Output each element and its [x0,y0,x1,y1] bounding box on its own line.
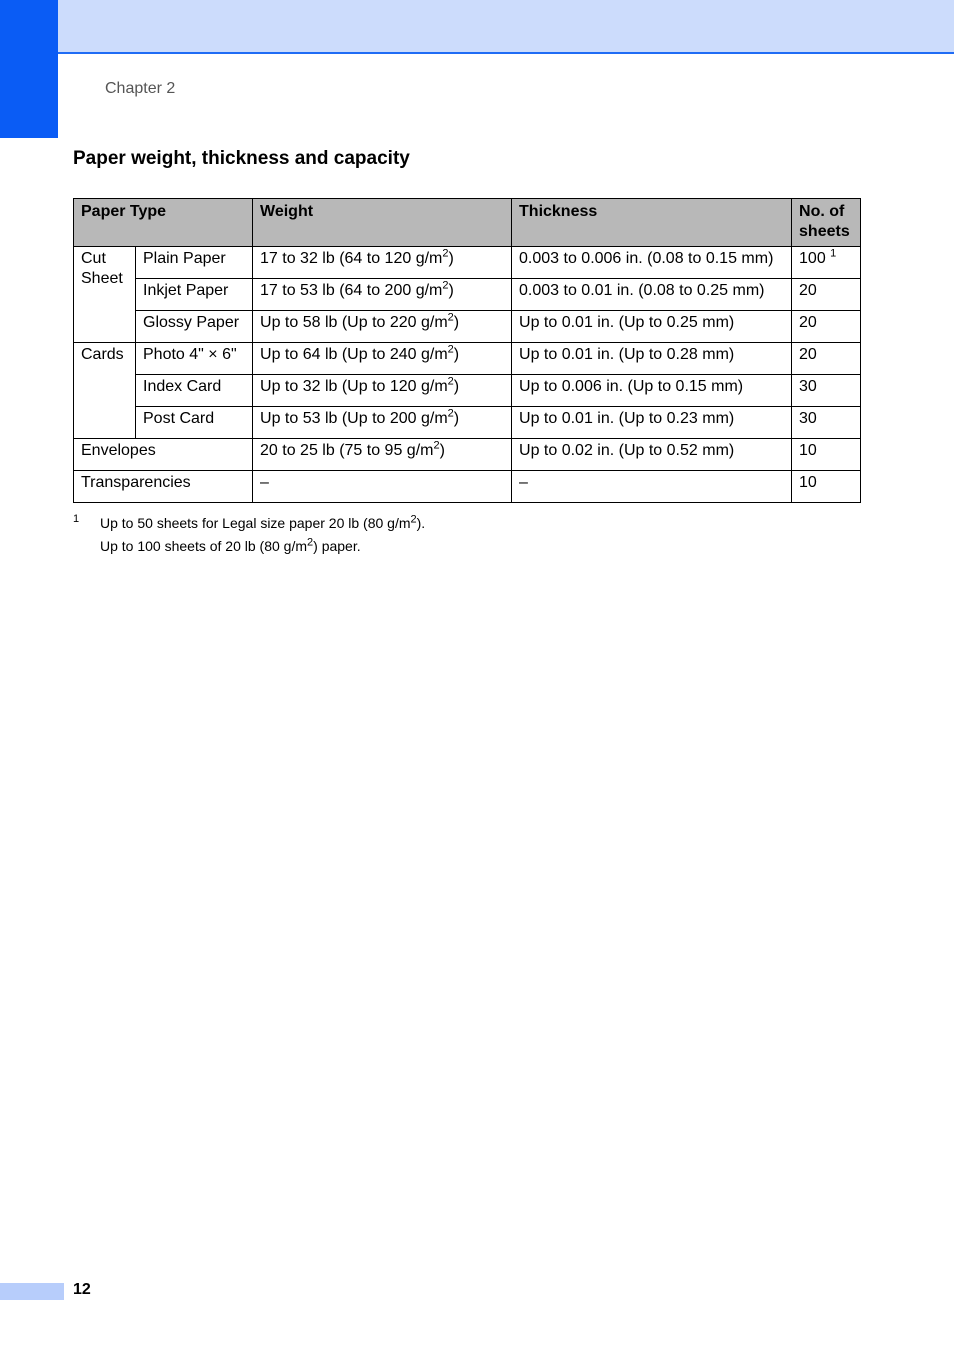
section-title: Paper weight, thickness and capacity [73,148,410,169]
thickness-cell: Up to 0.01 in. (Up to 0.23 mm) [512,407,792,439]
type-cell: Transparencies [74,471,253,503]
type-cell: Plain Paper [136,247,253,279]
weight-cell: 17 to 32 lb (64 to 120 $g/m^2$) [253,247,512,279]
weight-cell: 17 to 53 lb (64 to 200 $g/m^2$) [253,279,512,311]
footnote-ref: 1 [830,247,837,260]
weight-cell: Up to 53 lb (Up to 200 $g/m^2$) [253,407,512,439]
sheets-cell: 100 $^1$ [792,247,861,279]
paper-spec-table [73,198,861,503]
footnote-mark: 1 [73,513,80,525]
type-cell: Photo 4" × 6" [136,343,253,375]
weight-cell: 20 to 25 lb (75 to 95 $g/m^2$) [253,439,512,471]
group-cards: Cards [74,343,136,439]
table-row [74,439,861,471]
sheets-cell: 30 [792,375,861,407]
chapter-tab [0,0,58,138]
type-cell: Post Card [136,407,253,439]
sheets-cell: 30 [792,407,861,439]
footnote-line-2: Up to 100 sheets of 20 lb (80 $g/m^2$) paper. [100,536,361,554]
header-band [0,0,954,54]
sheets-cell: 20 [792,279,861,311]
header-sheets: No. of sheets [792,199,861,247]
header-weight: Weight [253,199,512,247]
thickness-cell: 0.003 to 0.006 in. (0.08 to 0.15 mm) [512,247,792,279]
weight-cell: Up to 64 lb (Up to 240 $g/m^2$) [253,343,512,375]
sheets-cell: 20 [792,311,861,343]
sheets-cell: 10 [792,471,861,503]
weight-cell: Up to 32 lb (Up to 120 $g/m^2$) [253,375,512,407]
footnote-line-1: Up to 50 sheets for Legal size paper 20 lb (80 $g/m^2$). [100,513,426,531]
group-cut-sheet: Cut Sheet [74,247,136,343]
type-cell: Index Card [136,375,253,407]
table-row [74,311,861,343]
table-row [74,247,861,279]
type-cell: Glossy Paper [136,311,253,343]
type-cell: Inkjet Paper [136,279,253,311]
thickness-cell: Up to 0.01 in. (Up to 0.25 mm) [512,311,792,343]
sheets-cell: 20 [792,343,861,375]
weight-cell: – [253,471,512,503]
weight-cell: Up to 58 lb (Up to 220 $g/m^2$) [253,311,512,343]
chapter-label: Chapter 2 [105,80,176,97]
thickness-cell: Up to 0.01 in. (Up to 0.28 mm) [512,343,792,375]
table-header-row [74,199,861,247]
type-cell: Envelopes [74,439,253,471]
header-thickness: Thickness [512,199,792,247]
table-row [74,343,861,375]
header-paper-type: Paper Type [74,199,253,247]
table-row [74,375,861,407]
thickness-cell: Up to 0.02 in. (Up to 0.52 mm) [512,439,792,471]
table-row [74,471,861,503]
thickness-cell: Up to 0.006 in. (Up to 0.15 mm) [512,375,792,407]
table-row [74,279,861,311]
footer-bar [0,1283,64,1300]
page-number: 12 [73,1281,91,1298]
table-row [74,407,861,439]
footnote [73,512,425,558]
thickness-cell: 0.003 to 0.01 in. (0.08 to 0.25 mm) [512,279,792,311]
thickness-cell: – [512,471,792,503]
sheets-cell: 10 [792,439,861,471]
